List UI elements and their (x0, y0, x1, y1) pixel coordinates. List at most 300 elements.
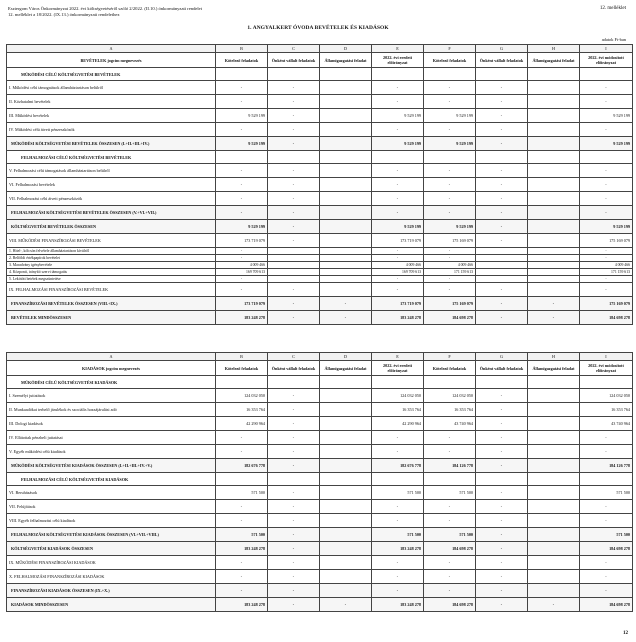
row-label: MŰKÖDÉSI KÖLTSÉGVETÉSI KIADÁSOK ÖSSZESEN (I.+II.+III.+IV.+V.) (7, 459, 216, 473)
cell-value (320, 389, 372, 403)
row-label: FELHALMOZÁSI CÉLÚ KÖLTSÉGVETÉSI BEVÉTELEK (7, 151, 216, 164)
cell-value (320, 500, 372, 514)
cell-value: - (476, 417, 528, 431)
cell-value (320, 248, 372, 255)
cell-value: 182 676 778 (216, 459, 268, 473)
cell-value: - (372, 514, 424, 528)
row-label: KIADÁSOK MINDÖSSZESEN (7, 598, 216, 612)
cell-value: - (216, 570, 268, 584)
column-header: Önként vállalt feladatok (268, 53, 320, 68)
cell-value: - (424, 255, 476, 262)
cell-value: - (320, 311, 372, 325)
cell-value: - (476, 234, 528, 248)
column-letter: F (424, 353, 476, 361)
cell-value (320, 376, 372, 389)
total-row (7, 297, 633, 311)
cell-value (528, 584, 580, 598)
cell-value (528, 192, 580, 206)
column-letter: B (216, 45, 268, 53)
cell-value: - (216, 500, 268, 514)
cell-value: - (268, 311, 320, 325)
row-label: I. Működési célú támogatások államháztartáson belülről (7, 81, 216, 95)
column-header: Államigazgatási feladat (528, 53, 580, 68)
table-row (7, 283, 633, 297)
cell-value: - (424, 206, 476, 220)
table-row (7, 95, 633, 109)
column-letter: C (268, 353, 320, 361)
cell-value: 124 032 050 (372, 389, 424, 403)
cell-value: - (580, 556, 633, 570)
column-header: Államigazgatási feladat (320, 53, 372, 68)
column-header: 2022. évi eredeti előirányzat (372, 361, 424, 376)
column-letter: A (7, 45, 216, 53)
cell-value (216, 473, 268, 486)
cell-value: - (528, 598, 580, 612)
cell-value (528, 500, 580, 514)
cell-value (424, 473, 476, 486)
cell-value: - (424, 123, 476, 137)
cell-value (216, 151, 268, 164)
cell-value: - (424, 164, 476, 178)
total-row (7, 206, 633, 220)
cell-value (268, 255, 320, 262)
cell-value: 4 009 466 (372, 262, 424, 269)
sub-row (7, 269, 633, 276)
cell-value: - (476, 431, 528, 445)
cell-value: - (580, 192, 633, 206)
cell-value: - (476, 297, 528, 311)
cell-value: - (580, 500, 633, 514)
cell-value (320, 403, 372, 417)
cell-value: - (320, 598, 372, 612)
column-letter: H (528, 45, 580, 53)
cell-value: - (320, 297, 372, 311)
cell-value: - (268, 598, 320, 612)
section-row (7, 151, 633, 164)
row-label: IX. MŰKÖDÉSI FINANSZÍROZÁSI KIADÁSOK (7, 556, 216, 570)
cell-value: 9 529 199 (580, 109, 633, 123)
total-row (7, 542, 633, 556)
cell-value: 171 159 613 (424, 269, 476, 276)
row-label: VII. Felhalmozási célú átvett pénzeszközök (7, 192, 216, 206)
column-letter: A (7, 353, 216, 361)
cell-value (372, 473, 424, 486)
cell-value: - (216, 431, 268, 445)
row-label: MŰKÖDÉSI CÉLÚ KÖLTSÉGVETÉSI KIADÁSOK (7, 376, 216, 389)
column-header: Kötelező feladatok (216, 361, 268, 376)
cell-value: - (216, 81, 268, 95)
cell-value: 9 529 199 (216, 220, 268, 234)
cell-value (320, 514, 372, 528)
cell-value: - (268, 556, 320, 570)
cell-value: - (372, 255, 424, 262)
cell-value (528, 528, 580, 542)
cell-value: - (216, 95, 268, 109)
cell-value: - (216, 514, 268, 528)
annex-label: 12. melléklet (599, 6, 626, 11)
cell-value: 184 698 278 (424, 542, 476, 556)
cell-value: - (476, 542, 528, 556)
cell-value: - (580, 95, 633, 109)
cell-value: 9 529 199 (372, 220, 424, 234)
column-letter: I (580, 353, 633, 361)
table-row (7, 192, 633, 206)
sub-row (7, 248, 633, 255)
cell-value: 9 529 199 (372, 137, 424, 151)
cell-value: - (424, 276, 476, 283)
cell-value (528, 445, 580, 459)
cell-value: - (268, 95, 320, 109)
cell-value (320, 137, 372, 151)
column-header: 2022. évi módosított előirányzat (580, 361, 633, 376)
cell-value (320, 542, 372, 556)
cell-value: 183 248 278 (372, 598, 424, 612)
cell-value (476, 262, 528, 269)
cell-value: 9 529 199 (372, 109, 424, 123)
column-header: Államigazgatási feladat (528, 361, 580, 376)
row-label: FELHALMOZÁSI KÖLTSÉGVETÉSI BEVÉTELEK ÖSSZESEN (V.+VI.+VII.) (7, 206, 216, 220)
cell-value: 43 740 964 (580, 417, 633, 431)
cell-value: 9 529 199 (580, 220, 633, 234)
cell-value (528, 206, 580, 220)
cell-value: - (216, 445, 268, 459)
table-row (7, 570, 633, 584)
cell-value (268, 473, 320, 486)
row-label: 2. Belföldi értékpapírok bevételei (7, 255, 216, 262)
cell-value (528, 255, 580, 262)
cell-value (268, 68, 320, 81)
table-row (7, 486, 633, 500)
cell-value: - (372, 584, 424, 598)
cell-value: 571 500 (372, 528, 424, 542)
cell-value (320, 276, 372, 283)
cell-value (580, 473, 633, 486)
cell-value: - (372, 81, 424, 95)
cell-value: - (268, 164, 320, 178)
cell-value: - (372, 95, 424, 109)
cell-value: - (268, 81, 320, 95)
cell-value: - (372, 283, 424, 297)
row-label: I. Személyi juttatások (7, 389, 216, 403)
cell-value: - (476, 403, 528, 417)
cell-value: - (476, 584, 528, 598)
column-header: Kötelező feladatok (424, 53, 476, 68)
cell-value: - (372, 570, 424, 584)
column-letter: C (268, 45, 320, 53)
cell-value: - (268, 584, 320, 598)
cell-value: - (268, 570, 320, 584)
cell-value (320, 459, 372, 473)
cell-value (580, 376, 633, 389)
column-header: Önként vállalt feladatok (476, 361, 528, 376)
cell-value (528, 68, 580, 81)
table-row (7, 164, 633, 178)
cell-value: - (372, 164, 424, 178)
column-header: Államigazgatási feladat (320, 361, 372, 376)
row-label: 3. Maradvány igénybevétele (7, 262, 216, 269)
cell-value: - (268, 192, 320, 206)
expense-table (6, 352, 633, 612)
cell-value (528, 81, 580, 95)
cell-value: - (424, 445, 476, 459)
cell-value: - (268, 389, 320, 403)
page-title: 1. ANGYALKERT ÓVODA BEVÉTELEK ÉS KIADÁSOK (247, 25, 389, 31)
cell-value: - (476, 206, 528, 220)
cell-value (476, 68, 528, 81)
cell-value: - (216, 276, 268, 283)
cell-value: - (476, 220, 528, 234)
cell-value (320, 431, 372, 445)
row-label: VIII. Egyéb felhalmozási célú kiadások (7, 514, 216, 528)
cell-value (528, 486, 580, 500)
cell-value (268, 151, 320, 164)
row-label: MŰKÖDÉSI KÖLTSÉGVETÉSI BEVÉTELEK ÖSSZESEN (I.+II.+III.+IV.) (7, 137, 216, 151)
cell-value (320, 283, 372, 297)
cell-value (424, 68, 476, 81)
cell-value: - (268, 109, 320, 123)
cell-value: - (216, 248, 268, 255)
cell-value: 4 009 466 (216, 262, 268, 269)
column-header: Önként vállalt feladatok (476, 53, 528, 68)
cell-value: - (424, 248, 476, 255)
row-label: MŰKÖDÉSI CÉLÚ KÖLTSÉGVETÉSI BEVÉTELEK (7, 68, 216, 81)
row-label: FELHALMOZÁSI KÖLTSÉGVETÉSI KIADÁSOK ÖSSZESEN (VI.+VII.+VIII.) (7, 528, 216, 542)
cell-value: 184 126 778 (424, 459, 476, 473)
cell-value: 171 159 613 (580, 269, 633, 276)
cell-value (528, 178, 580, 192)
cell-value: - (268, 542, 320, 556)
cell-value (320, 255, 372, 262)
cell-value (424, 151, 476, 164)
column-letter: G (476, 353, 528, 361)
row-label: VI. Felhalmozási bevételek (7, 178, 216, 192)
cell-value (372, 151, 424, 164)
cell-value: - (580, 276, 633, 283)
column-letter: B (216, 353, 268, 361)
cell-value (528, 283, 580, 297)
cell-value: 169 709 613 (372, 269, 424, 276)
column-header: BEVÉTELEK jogcím megnevezés (7, 53, 216, 68)
cell-value: - (580, 206, 633, 220)
cell-value: - (268, 445, 320, 459)
cell-value: 9 529 199 (580, 137, 633, 151)
income-table (6, 44, 633, 325)
total-row (7, 220, 633, 234)
cell-value: 183 248 278 (216, 542, 268, 556)
column-letter-row (7, 353, 633, 361)
cell-value: - (580, 445, 633, 459)
column-letter-row (7, 45, 633, 53)
cell-value (268, 376, 320, 389)
cell-value (528, 234, 580, 248)
header-line-2: 12. melléklet a 18/2022. (IX.13.) önkormányzati rendelethez (8, 12, 120, 17)
column-letter: D (320, 353, 372, 361)
cell-value (476, 473, 528, 486)
cell-value: 184 698 278 (580, 598, 633, 612)
sub-row (7, 276, 633, 283)
row-label: IV. Ellátottak pénzbeli juttatásai (7, 431, 216, 445)
cell-value: - (372, 431, 424, 445)
cell-value (528, 151, 580, 164)
cell-value: - (424, 514, 476, 528)
cell-value (320, 151, 372, 164)
total-row (7, 528, 633, 542)
cell-value: - (528, 311, 580, 325)
cell-value (268, 269, 320, 276)
cell-value (320, 206, 372, 220)
cell-value (320, 234, 372, 248)
cell-value (580, 68, 633, 81)
cell-value: - (476, 500, 528, 514)
cell-value: 182 676 778 (372, 459, 424, 473)
cell-value: 571 500 (580, 528, 633, 542)
cell-value: - (476, 123, 528, 137)
cell-value (320, 473, 372, 486)
cell-value: - (372, 276, 424, 283)
column-letter: E (372, 45, 424, 53)
table-row (7, 403, 633, 417)
cell-value (320, 81, 372, 95)
cell-value (528, 137, 580, 151)
cell-value (320, 486, 372, 500)
cell-value (476, 376, 528, 389)
cell-value: - (476, 283, 528, 297)
cell-value: - (268, 178, 320, 192)
cell-value: 183 248 278 (216, 598, 268, 612)
column-header: Kötelező feladatok (424, 361, 476, 376)
row-label: FELHALMOZÁSI CÉLÚ KÖLTSÉGVETÉSI KIADÁSOK (7, 473, 216, 486)
row-label: 4. Központi, irányító szervi támogatás (7, 269, 216, 276)
table-row (7, 178, 633, 192)
cell-value: 9 529 199 (216, 109, 268, 123)
cell-value: 9 529 199 (424, 109, 476, 123)
page-number: 12 (623, 631, 628, 636)
column-letter: G (476, 45, 528, 53)
cell-value: 184 698 278 (580, 542, 633, 556)
cell-value: 183 248 278 (372, 311, 424, 325)
cell-value (320, 123, 372, 137)
cell-value: 175 169 079 (580, 234, 633, 248)
cell-value: - (268, 500, 320, 514)
total-row (7, 584, 633, 598)
cell-value (528, 473, 580, 486)
row-label: 5. Lekötött betétek megszüntetése (7, 276, 216, 283)
column-letter: E (372, 353, 424, 361)
cell-value (320, 269, 372, 276)
cell-value (320, 164, 372, 178)
cell-value (320, 570, 372, 584)
cell-value: - (476, 486, 528, 500)
header-row (7, 53, 633, 68)
cell-value (528, 262, 580, 269)
section-row (7, 68, 633, 81)
cell-value: - (268, 431, 320, 445)
section-row (7, 376, 633, 389)
table-row (7, 389, 633, 403)
cell-value: - (424, 431, 476, 445)
cell-value (320, 68, 372, 81)
section-row (7, 473, 633, 486)
cell-value (372, 376, 424, 389)
cell-value: 124 032 050 (216, 389, 268, 403)
row-label: VII. Felújítások (7, 500, 216, 514)
cell-value: - (476, 556, 528, 570)
cell-value: 173 719 079 (372, 297, 424, 311)
cell-value: - (424, 81, 476, 95)
cell-value (320, 445, 372, 459)
row-label: II. Munkaadókat terhelő járulékok és szociális hozzájárulási adó (7, 403, 216, 417)
cell-value (320, 95, 372, 109)
cell-value: - (476, 109, 528, 123)
cell-value: 184 698 278 (580, 311, 633, 325)
cell-value: - (268, 459, 320, 473)
cell-value: - (268, 297, 320, 311)
cell-value: - (580, 283, 633, 297)
cell-value: - (424, 95, 476, 109)
cell-value: - (424, 570, 476, 584)
header-row (7, 361, 633, 376)
cell-value (580, 151, 633, 164)
column-header: KIADÁSOK jogcím megnevezés (7, 361, 216, 376)
cell-value (528, 95, 580, 109)
cell-value (528, 164, 580, 178)
cell-value: - (580, 164, 633, 178)
cell-value: 43 740 964 (424, 417, 476, 431)
cell-value: - (216, 123, 268, 137)
cell-value: - (476, 528, 528, 542)
cell-value: 124 032 050 (580, 389, 633, 403)
cell-value: - (372, 192, 424, 206)
cell-value: - (216, 192, 268, 206)
cell-value: - (268, 514, 320, 528)
cell-value (528, 276, 580, 283)
cell-value: - (216, 178, 268, 192)
cell-value: - (528, 297, 580, 311)
cell-value: - (476, 445, 528, 459)
cell-value: - (476, 570, 528, 584)
table-row (7, 417, 633, 431)
cell-value: - (372, 178, 424, 192)
cell-value: 16 353 764 (580, 403, 633, 417)
cell-value (528, 514, 580, 528)
cell-value: - (424, 178, 476, 192)
table-row (7, 123, 633, 137)
cell-value: - (372, 248, 424, 255)
cell-value (424, 376, 476, 389)
cell-value (476, 151, 528, 164)
cell-value: 173 719 079 (216, 297, 268, 311)
cell-value: - (372, 206, 424, 220)
cell-value: 9 529 199 (424, 220, 476, 234)
cell-value: - (268, 528, 320, 542)
cell-value: - (476, 598, 528, 612)
cell-value: - (268, 417, 320, 431)
cell-value: - (216, 206, 268, 220)
cell-value: - (476, 164, 528, 178)
cell-value: 4 009 466 (580, 262, 633, 269)
total-row (7, 137, 633, 151)
cell-value: 571 500 (216, 528, 268, 542)
table-row (7, 81, 633, 95)
column-header: Önként vállalt feladatok (268, 361, 320, 376)
cell-value: 173 719 079 (372, 234, 424, 248)
cell-value (372, 68, 424, 81)
row-label: 1. Hitel-, kölcsön felvétele államháztartáson kívülről (7, 248, 216, 255)
cell-value (476, 269, 528, 276)
cell-value: - (476, 178, 528, 192)
row-label: IX. FELHALMOZÁSI FINANSZÍROZÁSI BEVÉTELEK (7, 283, 216, 297)
cell-value: - (268, 206, 320, 220)
